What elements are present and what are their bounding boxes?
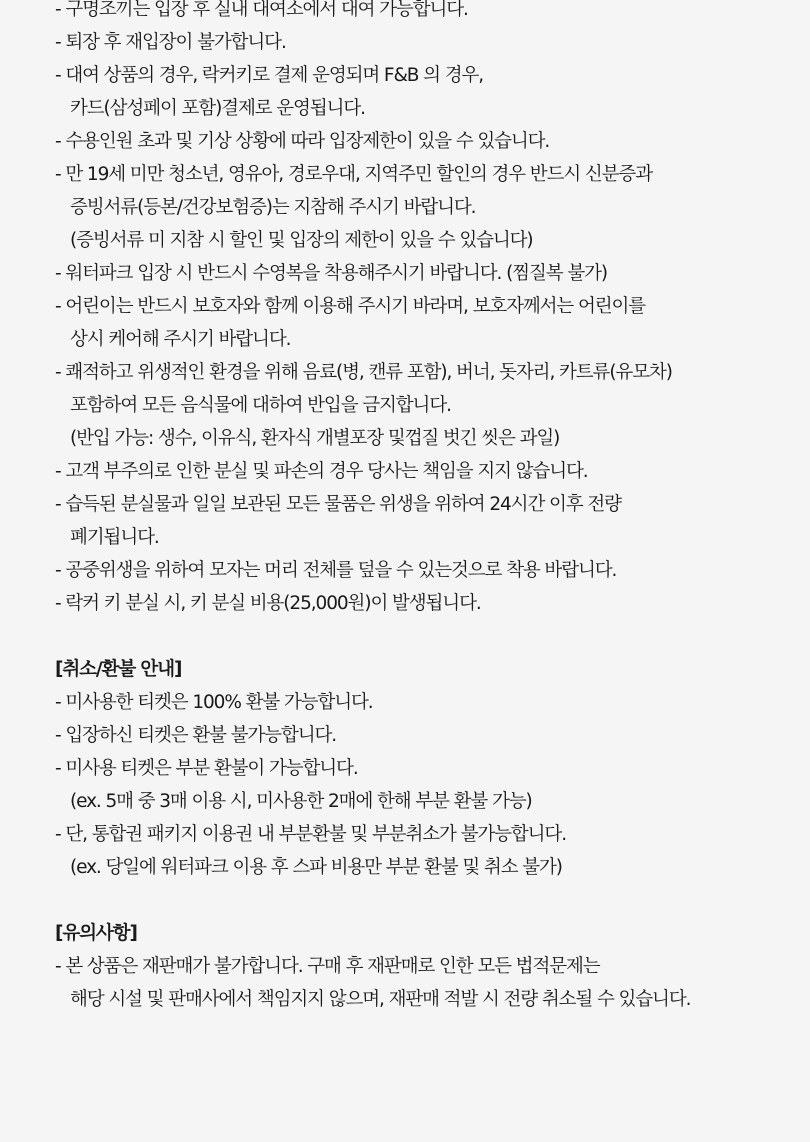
notice-line: - 고객 부주의로 인한 분실 및 파손의 경우 당사는 책임을 지지 않습니다. bbox=[55, 461, 588, 482]
notice-line: - 퇴장 후 재입장이 불가합니다. bbox=[55, 32, 286, 53]
notice-line: - 어린이는 반드시 보호자와 함께 이용해 주시기 바라며, 보호자께서는 어린이를 bbox=[55, 296, 646, 317]
refund-line: (ex. 당일에 워터파크 이용 후 스파 비용만 부분 환불 및 취소 불가) bbox=[70, 857, 562, 878]
refund-line: - 단, 통합권 패키지 이용권 내 부분환불 및 부분취소가 불가능합니다. bbox=[55, 824, 566, 845]
terms-content bbox=[55, 0, 770, 1016]
section-spacer bbox=[55, 884, 770, 917]
notice-line: (증빙서류 미 지참 시 할인 및 입장의 제한이 있을 수 있습니다) bbox=[70, 230, 533, 251]
notice-section bbox=[55, 0, 770, 620]
notice-line: 카드(삼성페이 포함)결제로 운영됩니다. bbox=[70, 98, 365, 119]
caution-line: - 본 상품은 재판매가 불가합니다. 구매 후 재판매로 인한 모든 법적문제는 bbox=[55, 956, 600, 977]
notice-line: 폐기됩니다. bbox=[70, 527, 159, 548]
notice-line: - 구명조끼는 입장 후 실내 대여소에서 대여 가능합니다. bbox=[55, 0, 468, 20]
notice-line: - 쾌적하고 위생적인 환경을 위해 음료(병, 캔류 포함), 버너, 돗자리, 카트류(유모차) bbox=[55, 362, 672, 383]
refund-line: - 미사용한 티켓은 100% 환불 가능합니다. bbox=[55, 692, 373, 713]
notice-line: - 습득된 분실물과 일일 보관된 모든 물품은 위생을 위하여 24시간 이후 전량 bbox=[55, 494, 621, 515]
notice-line: - 만 19세 미만 청소년, 영유아, 경로우대, 지역주민 할인의 경우 반드시 신분증과 bbox=[55, 164, 652, 185]
notice-line: - 락커 키 분실 시, 키 분실 비용(25,000원)이 발생됩니다. bbox=[55, 593, 481, 614]
caution-section bbox=[55, 917, 770, 1016]
caution-line: 해당 시설 및 판매사에서 책임지지 않으며, 재판매 적발 시 전량 취소될 수 있습니다. bbox=[70, 989, 691, 1010]
notice-line: - 워터파크 입장 시 반드시 수영복을 착용해주시기 바랍니다. (찜질복 불가) bbox=[55, 263, 607, 284]
refund-line: - 미사용 티켓은 부분 환불이 가능합니다. bbox=[55, 758, 358, 779]
refund-line: (ex. 5매 중 3매 이용 시, 미사용한 2매에 한해 부분 환불 가능) bbox=[70, 791, 532, 812]
notice-line: 증빙서류(등본/건강보험증)는 지참해 주시기 바랍니다. bbox=[70, 197, 476, 218]
notice-line: - 공중위생을 위하여 모자는 머리 전체를 덮을 수 있는것으로 착용 바랍니다. bbox=[55, 560, 617, 581]
notice-line: - 수용인원 초과 및 기상 상황에 따라 입장제한이 있을 수 있습니다. bbox=[55, 131, 550, 152]
notice-line: - 대여 상품의 경우, 락커키로 결제 운영되며 F&B 의 경우, bbox=[55, 65, 484, 86]
notice-line: (반입 가능: 생수, 이유식, 환자식 개별포장 및껍질 벗긴 씻은 과일) bbox=[70, 428, 560, 449]
refund-section bbox=[55, 653, 770, 884]
notice-line: 상시 케어해 주시기 바랍니다. bbox=[70, 329, 291, 350]
caution-heading: [유의사항] bbox=[55, 923, 137, 944]
notice-line: 포함하여 모든 음식물에 대하여 반입을 금지합니다. bbox=[70, 395, 451, 416]
refund-heading: [취소/환불 안내] bbox=[55, 659, 182, 680]
refund-line: - 입장하신 티켓은 환불 불가능합니다. bbox=[55, 725, 337, 746]
section-spacer bbox=[55, 620, 770, 653]
